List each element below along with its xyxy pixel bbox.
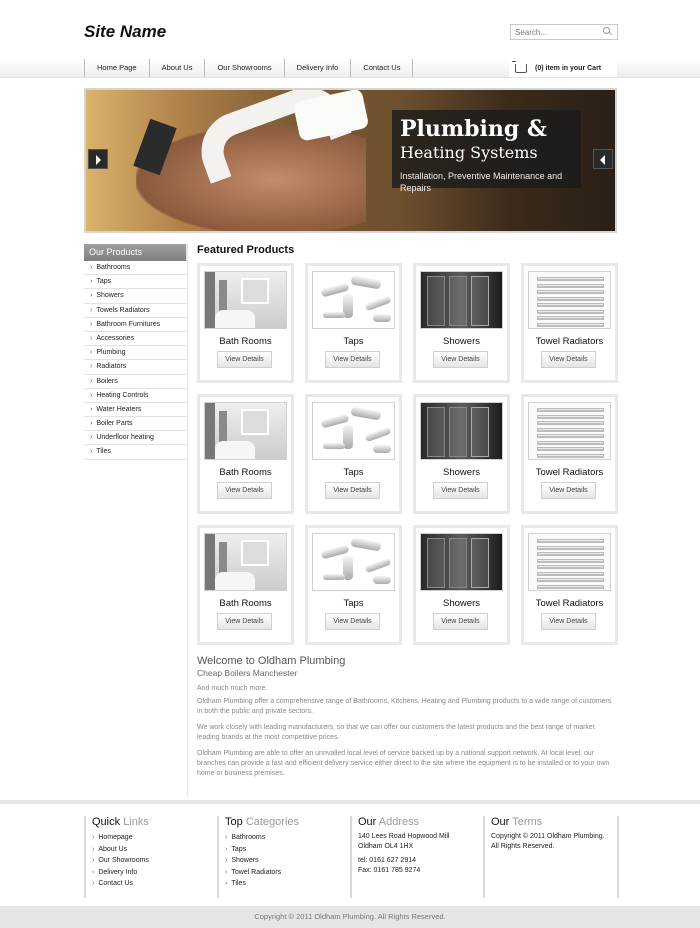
sidebar [84,244,188,460]
sidebar-item[interactable]: › Bathroom Furnitures [84,318,188,332]
welcome-text: Oldham Plumbing are able to offer an unrivalled local level of service backed up by a national support network. At local level, our branches can provide a fast and efficient delivery service either direct to the site where the equipment is to be installed or to your own home or business premises. [197,750,610,777]
sidebar-item[interactable]: › Bathrooms [84,261,188,275]
product-card[interactable] [305,525,402,645]
banner-prev-arrow-icon[interactable] [88,149,108,169]
product-image[interactable] [312,402,395,460]
sidebar-item[interactable]: › Boilers [84,375,188,389]
cart-widget[interactable] [509,59,617,77]
banner-title: Plumbing & [400,116,547,142]
sidebar-item[interactable]: › Plumbing [84,346,188,360]
welcome-text: And much much more. [197,685,268,692]
product-image[interactable] [420,402,503,460]
product-image[interactable] [204,402,287,460]
view-details-button[interactable]: View Details [541,482,596,499]
product-name[interactable]: Bath Rooms [219,467,272,478]
product-card[interactable] [197,263,294,383]
footer-link[interactable]: › Tiles [225,878,350,890]
footer-top-categories [217,816,350,898]
search-box [510,24,618,40]
footer-heading: Top Categories [225,816,300,828]
footer-divider [617,816,619,898]
view-details-button[interactable]: View Details [541,613,596,630]
nav-home[interactable]: Home Page [85,59,150,77]
sidebar-item[interactable]: › Boiler Parts [84,417,188,431]
product-grid [197,263,618,645]
sidebar-item[interactable]: › Taps [84,275,188,289]
sidebar-item[interactable]: › Water Heaters [84,403,188,417]
terms-line: Copyright © 2011 Oldham Plumbing. [491,833,605,840]
footer-address [350,816,483,898]
top-categories-list [225,832,350,890]
site-logo[interactable]: Site Name [84,22,167,41]
product-image[interactable] [528,402,611,460]
address-line: Oldham OL4 1HX [358,842,414,850]
banner-title-2: Heating Systems [400,143,538,162]
product-name[interactable]: Towel Radiators [535,336,604,347]
product-image[interactable] [528,533,611,591]
phone: tel: 0161 627 2914 [358,857,416,864]
product-card[interactable] [521,525,618,645]
sidebar-item[interactable]: › Radiators [84,360,188,374]
banner-subtitle: Installation, Preventive Maintenance and Repairs [400,171,563,193]
product-name[interactable]: Taps [343,598,364,609]
product-card[interactable] [413,263,510,383]
footer-link[interactable]: › About Us [92,844,217,856]
footer-link[interactable]: › Bathrooms [225,832,350,844]
product-card[interactable] [305,394,402,514]
terms-line: All Rights Reserved. [491,842,555,850]
product-name[interactable]: Taps [343,467,364,478]
sidebar-item[interactable]: › Heating Controls [84,389,188,403]
product-name[interactable]: Showers [443,336,480,347]
hero-banner [84,88,617,233]
nav-contact[interactable]: Contact Us [351,59,413,77]
welcome-subtitle: Cheap Boilers Manchester [197,668,298,678]
view-details-button[interactable]: View Details [217,613,272,630]
footer-heading: Our Address [358,816,420,828]
nav-about[interactable]: About Us [150,59,206,77]
product-name[interactable]: Towel Radiators [535,467,604,478]
view-details-button[interactable]: View Details [325,613,380,630]
view-details-button[interactable]: View Details [217,482,272,499]
fax: Fax: 0161 785 9274 [358,866,421,874]
cart-icon [515,64,527,73]
view-details-button[interactable]: View Details [325,482,380,499]
welcome-title: Welcome to Oldham Plumbing [197,655,346,667]
contact-text [358,856,483,875]
welcome-section [197,655,618,779]
footer-link[interactable]: › Contact Us [92,878,217,890]
product-image[interactable] [312,271,395,329]
product-image[interactable] [420,271,503,329]
nav-showrooms[interactable]: Our Showrooms [205,59,284,77]
product-card[interactable] [521,394,618,514]
divider [187,244,188,796]
footer-terms [483,816,616,898]
product-card[interactable] [413,525,510,645]
product-card[interactable] [413,394,510,514]
product-card[interactable] [521,263,618,383]
sidebar-item[interactable]: › Towels Radiators [84,304,188,318]
view-details-button[interactable]: View Details [433,351,488,368]
address-line: 140 Lees Road Hopwood Mill [358,833,450,840]
cart-text: (0) item in your Cart [535,64,602,72]
product-image[interactable] [204,271,287,329]
product-image[interactable] [312,533,395,591]
footer-quick-links [84,816,217,898]
quick-links-list [92,832,217,890]
product-image[interactable] [204,533,287,591]
welcome-text: We work closely with leading manufacturers, so that we can offer our customers the latest products and the best range of market leading brands at the most competitive prices. [197,724,595,741]
footer-link[interactable]: › Delivery Info [92,867,217,879]
product-name[interactable]: Bath Rooms [219,598,272,609]
product-image[interactable] [420,533,503,591]
welcome-text: Oldham Plumbing offer a comprehensive range of Bathrooms, Kitchens, Heating and Plumbing products to a wide range of customers in both the public and private sectors. [197,698,612,715]
sidebar-item[interactable]: › Showers [84,289,188,303]
sidebar-item[interactable]: › Tiles [84,445,188,459]
view-details-button[interactable]: View Details [325,351,380,368]
banner-next-arrow-icon[interactable] [593,149,613,169]
product-name[interactable]: Showers [443,598,480,609]
product-card[interactable] [305,263,402,383]
product-name[interactable]: Showers [443,467,480,478]
product-name[interactable]: Taps [343,336,364,347]
footer-link[interactable]: › Homepage [92,832,217,844]
footer-heading: Our Terms [491,816,543,828]
product-name[interactable]: Bath Rooms [219,336,272,347]
footer-link[interactable]: › Towel Radiators [225,867,350,879]
sidebar-item[interactable]: › Underfloor heating [84,431,188,445]
sidebar-title: Our Products [84,244,188,261]
view-details-button[interactable]: View Details [541,351,596,368]
view-details-button[interactable]: View Details [433,613,488,630]
product-name[interactable]: Towel Radiators [535,598,604,609]
search-input[interactable] [511,28,599,37]
footer-heading: Quick Links [92,816,149,828]
footer-link[interactable]: › Showers [225,855,350,867]
banner-caption [392,110,581,193]
nav-delivery[interactable]: Delivery Info [285,59,352,77]
view-details-button[interactable]: View Details [433,482,488,499]
sidebar-list [84,261,188,460]
product-card[interactable] [197,525,294,645]
footer-link[interactable]: › Our Showrooms [92,855,217,867]
featured-title: Featured Products [197,244,295,256]
address-text [358,832,483,851]
footer-link[interactable]: › Taps [225,844,350,856]
product-card[interactable] [197,394,294,514]
terms-text [491,832,616,851]
search-icon[interactable] [603,27,613,37]
copyright-bar: Copyright © 2011 Oldham Plumbing. All Rights Reserved. [0,906,700,928]
main-nav [84,59,413,77]
view-details-button[interactable]: View Details [217,351,272,368]
product-image[interactable] [528,271,611,329]
sidebar-item[interactable]: › Accessories [84,332,188,346]
